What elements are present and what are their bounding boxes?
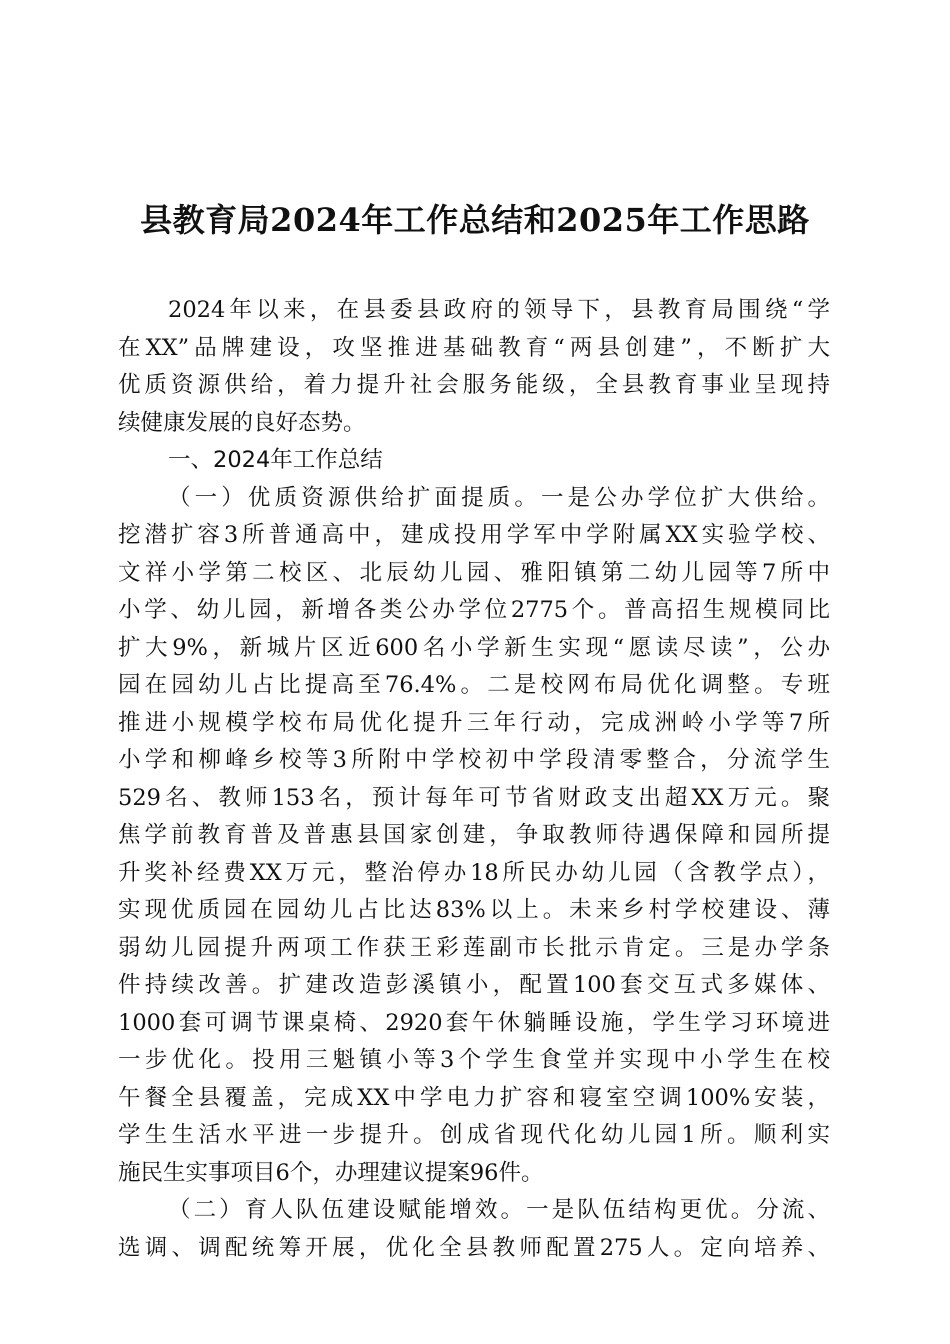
paragraph-line: 实现优质园在园幼儿占比达83%以上。未来乡村学校建设、薄: [118, 897, 830, 923]
paragraph-line: 学生生活水平进一步提升。创成省现代化幼儿园1所。顺利实: [118, 1122, 830, 1148]
paragraph-line: 小学和柳峰乡校等3所附中学校初中学段清零整合，分流学生: [118, 747, 830, 773]
paragraph-line: 选调、调配统筹开展，优化全县教师配置275人。定向培养、: [118, 1234, 830, 1261]
paragraph-line: 2024年以来，在县委县政府的领导下，县教育局围绕“学: [168, 297, 830, 323]
paragraph-line: 园在园幼儿占比提高至76.4%。二是校网布局优化调整。专班: [118, 672, 830, 698]
paragraph-line: 优质资源供给，着力提升社会服务能级，全县教育事业呈现持: [118, 372, 830, 398]
paragraph-line: 弱幼儿园提升两项工作获王彩莲副市长批示肯定。三是办学条: [118, 934, 830, 961]
section-heading: 一、2024年工作总结: [168, 447, 383, 473]
paragraph-line: 一步优化。投用三魁镇小等3个学生食堂并实现中小学生在校: [118, 1047, 830, 1073]
paragraph-line: 升奖补经费XX万元，整治停办18所民办幼儿园（含教学点），: [118, 859, 830, 886]
paragraph-line: 挖潜扩容3所普通高中，建成投用学军中学附属XX实验学校、: [118, 522, 830, 548]
paragraph-line: （一）优质资源供给扩面提质。一是公办学位扩大供给。: [168, 484, 830, 511]
paragraph-line: 焦学前教育普及普惠县国家创建，争取教师待遇保障和园所提: [118, 822, 830, 848]
paragraph-line: （二）育人队伍建设赋能增效。一是队伍结构更优。分流、: [168, 1197, 830, 1223]
paragraph-line: 在XX”品牌建设，攻坚推进基础教育“两县创建”，不断扩大: [118, 334, 830, 361]
paragraph-line: 1000套可调节课桌椅、2920套午休躺睡设施，学生学习环境进: [118, 1009, 830, 1036]
paragraph-line: 件持续改善。扩建改造彭溪镇小，配置100套交互式多媒体、: [118, 972, 830, 998]
paragraph-line: 扩大9%，新城片区近600名小学新生实现“愿读尽读”，公办: [118, 634, 830, 661]
paragraph-line: 续健康发展的良好态势。: [118, 409, 366, 436]
document-body: [118, 292, 830, 1267]
paragraph-line: 施民生实事项目6个，办理建议提案96件。: [118, 1159, 544, 1186]
paragraph-line: 529名、教师153名，预计每年可节省财政支出超XX万元。聚: [118, 784, 830, 811]
paragraph-line: 小学、幼儿园，新增各类公办学位2775个。普高招生规模同比: [118, 597, 830, 623]
document-title: 县教育局2024年工作总结和2025年工作思路: [140, 201, 810, 239]
paragraph-line: 文祥小学第二校区、北辰幼儿园、雅阳镇第二幼儿园等7所中: [118, 559, 830, 586]
paragraph-line: 推进小规模学校布局优化提升三年行动，完成洲岭小学等7所: [118, 709, 830, 736]
paragraph-line: 午餐全县覆盖，完成XX中学电力扩容和寝室空调100%安装，: [118, 1084, 830, 1111]
